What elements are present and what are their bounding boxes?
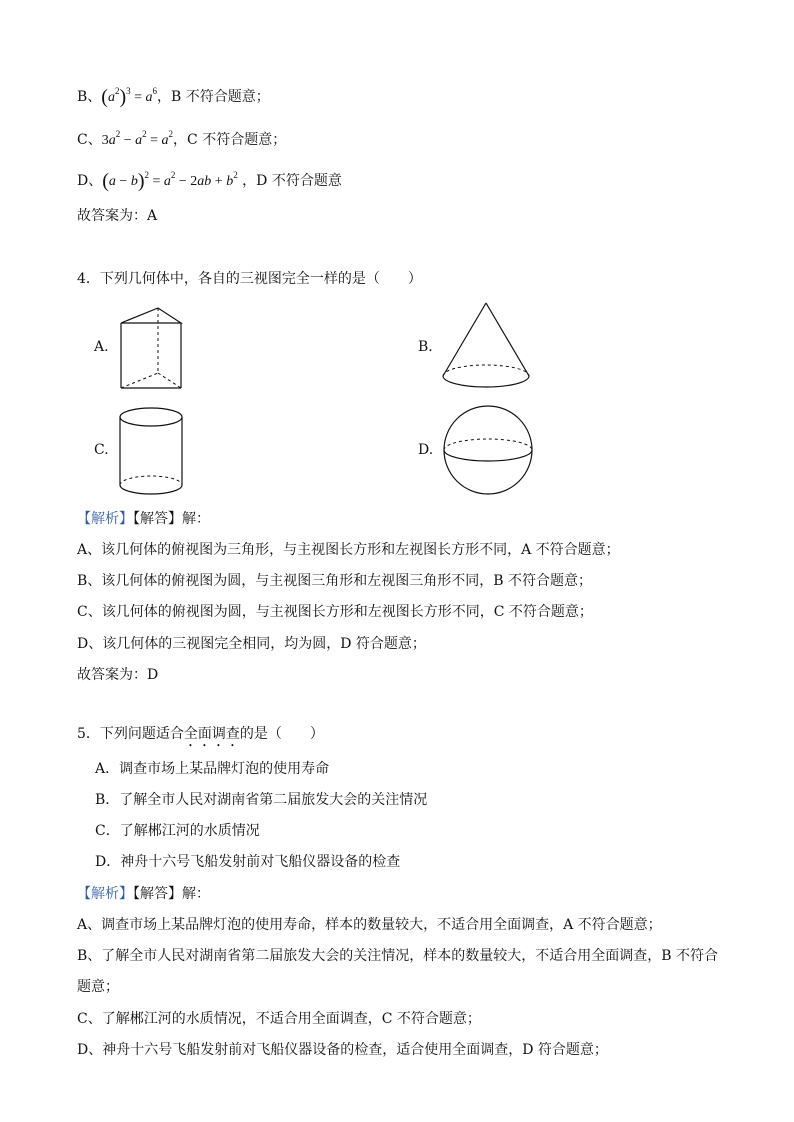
q4-answer: 故答案为：D xyxy=(77,667,159,683)
q4-option-c-label: C. xyxy=(94,442,109,458)
q5-option-c: C．了解郴江河的水质情况 xyxy=(95,823,260,839)
q5-option-b: B．了解全市人民对湖南省第二届旅发大会的关注情况 xyxy=(95,792,428,808)
q3-b-formula: $(a^2)^3 = a^6$ xyxy=(101,86,158,108)
q3-option-d-line: D、$(a - b)^2 = a^2 - 2ab + b^2$ ，D 不符合题意 xyxy=(77,170,342,192)
q4-explanation-d: D、该几何体的三视图完全相同，均为圆，D 符合题意； xyxy=(77,636,426,652)
q4-option-d-label: D. xyxy=(418,442,434,458)
q5-explanation-a: A、调查市场上某品牌灯泡的使用寿命，样本的数量较大，不适合用全面调查，A 不符合题意； xyxy=(77,917,662,933)
q3-d-formula: $(a - b)^2 = a^2 - 2ab + b^2$ xyxy=(102,170,238,192)
q3-c-formula: $3a^2 - a^2 = a^2$ xyxy=(101,129,174,148)
q5-explanation-c: C、了解郴江河的水质情况，不适合用全面调查，C 不符合题意； xyxy=(77,1011,481,1027)
q5-stem-emphasis: 全面调查 xyxy=(183,726,240,742)
q5-analysis-header: 【解析】【解答】解： xyxy=(77,886,210,902)
q4-option-b-label: B. xyxy=(418,339,433,355)
q5-option-d: D．神舟十六号飞船发射前对飞船仪器设备的检查 xyxy=(95,854,401,870)
q4-explanation-a: A、该几何体的俯视图为三角形，与主视图长方形和左视图长方形不同，A 不符合题意； xyxy=(77,542,620,558)
triangular-prism-figure xyxy=(116,303,186,391)
q4-explanation-c: C、该几何体的俯视图为圆，与主视图长方形和左视图长方形不同，C 不符合题意； xyxy=(77,604,593,620)
q4-explanation-b: B、该几何体的俯视图为圆，与主视图三角形和左视图三角形不同，B 不符合题意； xyxy=(77,573,593,589)
q3-option-b-line: B、$(a^2)^3 = a^6$，B 不符合题意； xyxy=(77,86,270,108)
q4-analysis-header: 【解析】【解答】解： xyxy=(77,511,210,527)
q3-option-c-line: C、$3a^2 - a^2 = a^2$，C 不符合题意； xyxy=(77,129,287,148)
cone-figure xyxy=(440,300,532,392)
sphere-figure xyxy=(442,404,534,496)
q5-explanation-b: B、了解全市人民对湖南省第二届旅发大会的关注情况，样本的数量较大，不适合用全面调查，B 不符合 xyxy=(77,948,719,964)
q5-explanation-d: D、神舟十六号飞船发射前对飞船仪器设备的检查，适合使用全面调查，D 符合题意； xyxy=(77,1042,608,1058)
q5-stem: 5．下列问题适合全面调查的是（ ） xyxy=(77,726,324,742)
q5-option-a: A．调查市场上某品牌灯泡的使用寿命 xyxy=(95,761,330,777)
q5-explanation-b-continued: 题意； xyxy=(77,979,119,995)
q4-option-a-label: A. xyxy=(94,339,109,355)
q3-answer: 故答案为：A xyxy=(77,208,158,224)
q4-stem: 4．下列几何体中，各自的三视图完全一样的是（ ） xyxy=(77,271,422,287)
cylinder-figure xyxy=(116,405,186,497)
